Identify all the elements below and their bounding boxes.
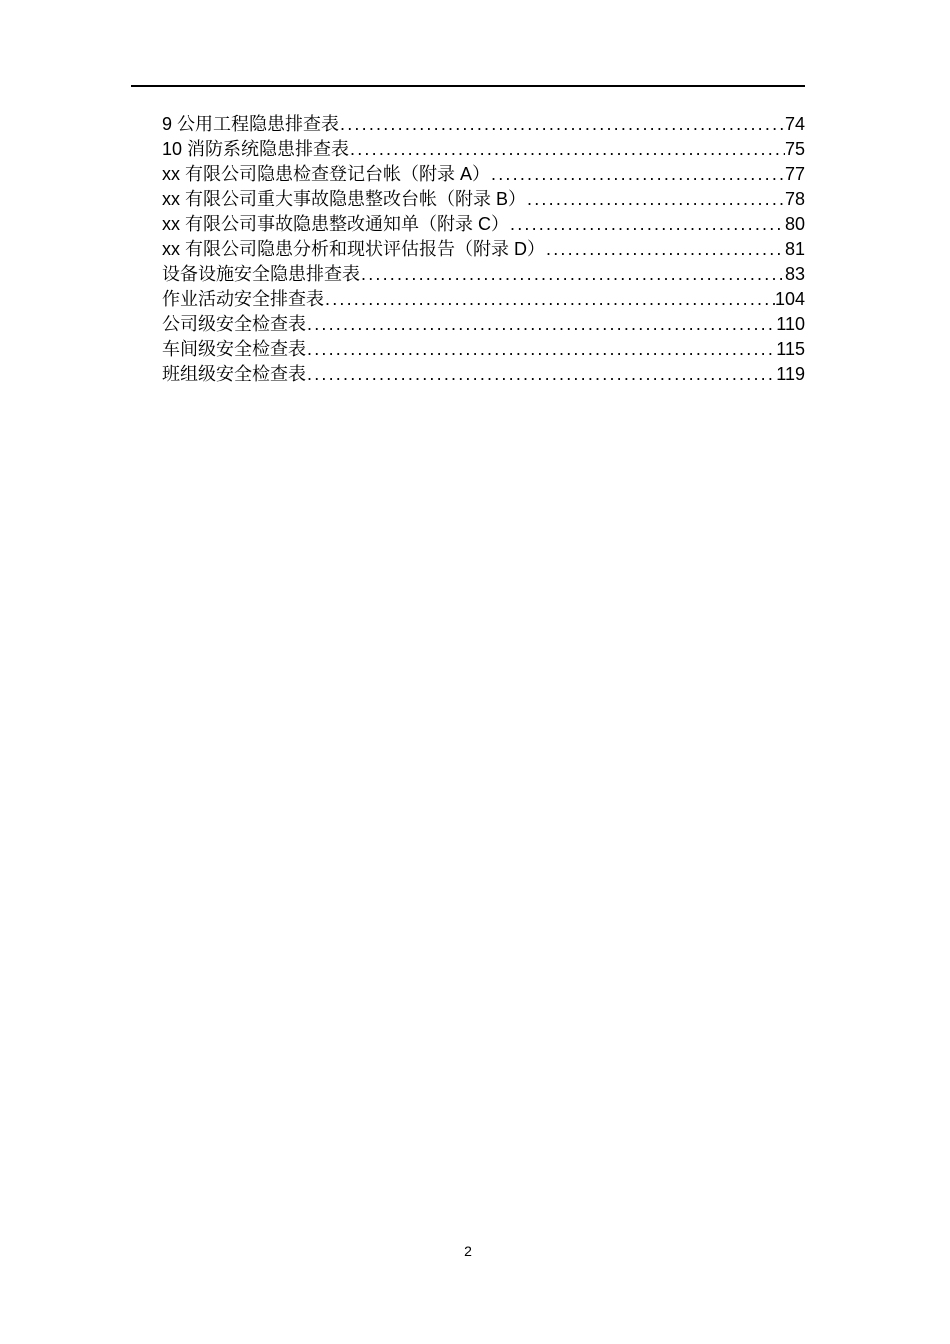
toc-dot-leader [339,112,785,137]
toc-entry[interactable] [162,262,805,287]
toc-entry-title: 班组级安全检查表 [162,364,306,384]
toc-entry-page-number: 81 [784,239,805,259]
toc-entry[interactable] [162,337,805,362]
toc-entry-title: 设备设施安全隐患排查表 [162,264,360,284]
toc-entry-title: 10 消防系统隐患排查表 [162,139,350,159]
toc-entry[interactable] [162,362,805,387]
toc-entry[interactable] [162,287,805,312]
toc-dot-leader [349,137,785,162]
toc-dot-leader [526,187,785,212]
toc-dot-leader [306,337,776,362]
toc-entry-page-number: 80 [784,214,805,234]
toc-entry-page-number: 74 [784,114,805,134]
toc-entry-title: 9 公用工程隐患排查表 [162,114,340,134]
header-rule [131,85,805,87]
toc-list [162,112,805,387]
toc-entry-title: 作业活动安全排查表 [162,289,324,309]
toc-entry[interactable] [162,137,805,162]
toc-entry-page-number: 110 [776,314,805,334]
toc-entry-page-number: 83 [784,264,805,284]
toc-entry[interactable] [162,312,805,337]
page-footer [131,1243,805,1260]
toc-entry-title: xx 有限公司隐患检查登记台帐（附录 A） [162,164,491,184]
footer-page-number: 2 [464,1243,472,1259]
toc-entry-page-number: 75 [784,139,805,159]
toc-entry-page-number: 78 [784,189,805,209]
toc-entry-title: xx 有限公司隐患分析和现状评估报告（附录 D） [162,239,545,259]
toc-entry-page-number: 104 [774,289,805,309]
toc-entry-title: xx 有限公司事故隐患整改通知单（附录 C） [162,214,509,234]
toc-entry-page-number: 119 [776,364,805,384]
toc-dot-leader [509,212,785,237]
toc-dot-leader [360,262,785,287]
toc-entry[interactable] [162,162,805,187]
toc-entry-title: 车间级安全检查表 [162,339,306,359]
toc-entry-page-number: 115 [776,339,805,359]
toc-dot-leader [490,162,785,187]
toc-entry-title: xx 有限公司重大事故隐患整改台帐（附录 B） [162,189,527,209]
toc-dot-leader [306,362,776,387]
toc-entry[interactable] [162,237,805,262]
toc-dot-leader [324,287,775,312]
toc-entry[interactable] [162,112,805,137]
toc-entry-title: 公司级安全检查表 [162,314,306,334]
toc-dot-leader [306,312,776,337]
toc-entry[interactable] [162,212,805,237]
toc-entry[interactable] [162,187,805,212]
toc-entry-page-number: 77 [784,164,805,184]
toc-dot-leader [545,237,785,262]
